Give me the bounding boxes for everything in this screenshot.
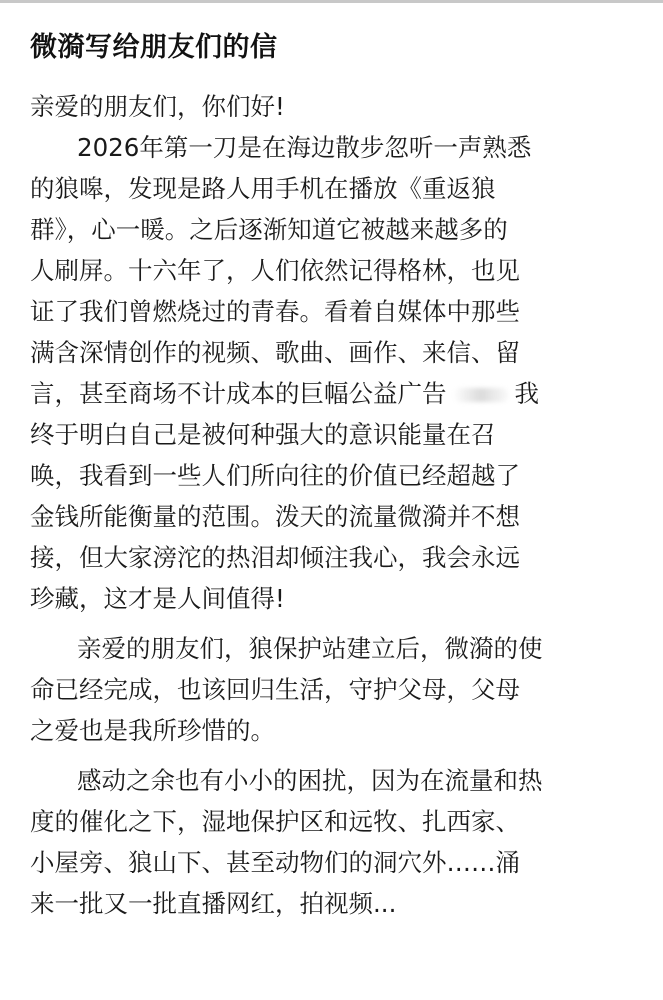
- redacted-mark: [453, 388, 509, 402]
- paragraph-gap: [30, 619, 642, 628]
- paragraph-line: 接，但大家滂沱的热泪却倾注我心，我会永远: [30, 543, 520, 572]
- greeting-line: 亲爱的朋友们，你们好!: [30, 92, 285, 121]
- paragraph-line: 来一批又一批直播网红，拍视频...: [30, 889, 397, 918]
- top-divider: [0, 0, 663, 3]
- paragraph-line: 证了我们曾燃烧过的青春。看着自媒体中那些: [30, 297, 520, 326]
- paragraph-line: 金钱所能衡量的范围。泼天的流量微漪并不想: [30, 502, 520, 531]
- paragraph-line: 人刷屏。十六年了，人们依然记得格林，也见: [30, 256, 520, 285]
- paragraph-line: 的狼嗥，发现是路人用手机在播放《重返狼: [30, 174, 496, 203]
- paragraph-line: 度的催化之下，湿地保护区和远牧、扎西家、: [30, 807, 520, 836]
- paragraph-line: 珍藏，这才是人间值得!: [30, 584, 285, 613]
- paragraph-line: 小屋旁、狼山下、甚至动物们的洞穴外……涌: [30, 848, 520, 877]
- paragraph-line: 满含深情创作的视频、歌曲、画作、来信、留: [30, 338, 520, 367]
- letter-body: [30, 86, 642, 924]
- paragraph-line-text: 我: [514, 379, 539, 408]
- paragraph-line: 2026年第一刀是在海边散步忽听一声熟悉: [77, 133, 532, 162]
- paragraph-line: 亲爱的朋友们，狼保护站建立后，微漪的使: [77, 634, 543, 663]
- letter-title: 微漪写给朋友们的信: [30, 32, 278, 63]
- paragraph-line: 群》，心一暖。之后逐渐知道它被越来越多的: [30, 215, 508, 244]
- watermark-fade: [440, 960, 663, 1000]
- paragraph-line: [30, 373, 642, 414]
- paragraph-gap: [30, 751, 642, 760]
- paragraph-line: 唤，我看到一些人们所向往的价值已经超越了: [30, 461, 520, 490]
- paragraph-line: 终于明白自己是被何种强大的意识能量在召: [30, 420, 496, 449]
- paragraph-line: 命已经完成，也该回归生活，守护父母，父母: [30, 675, 520, 704]
- paragraph-line-text: 言，甚至商场不计成本的巨幅公益广告: [30, 379, 447, 408]
- paragraph-line: 之爱也是我所珍惜的。: [30, 716, 275, 745]
- paragraph-line: 感动之余也有小小的困扰，因为在流量和热: [77, 766, 543, 795]
